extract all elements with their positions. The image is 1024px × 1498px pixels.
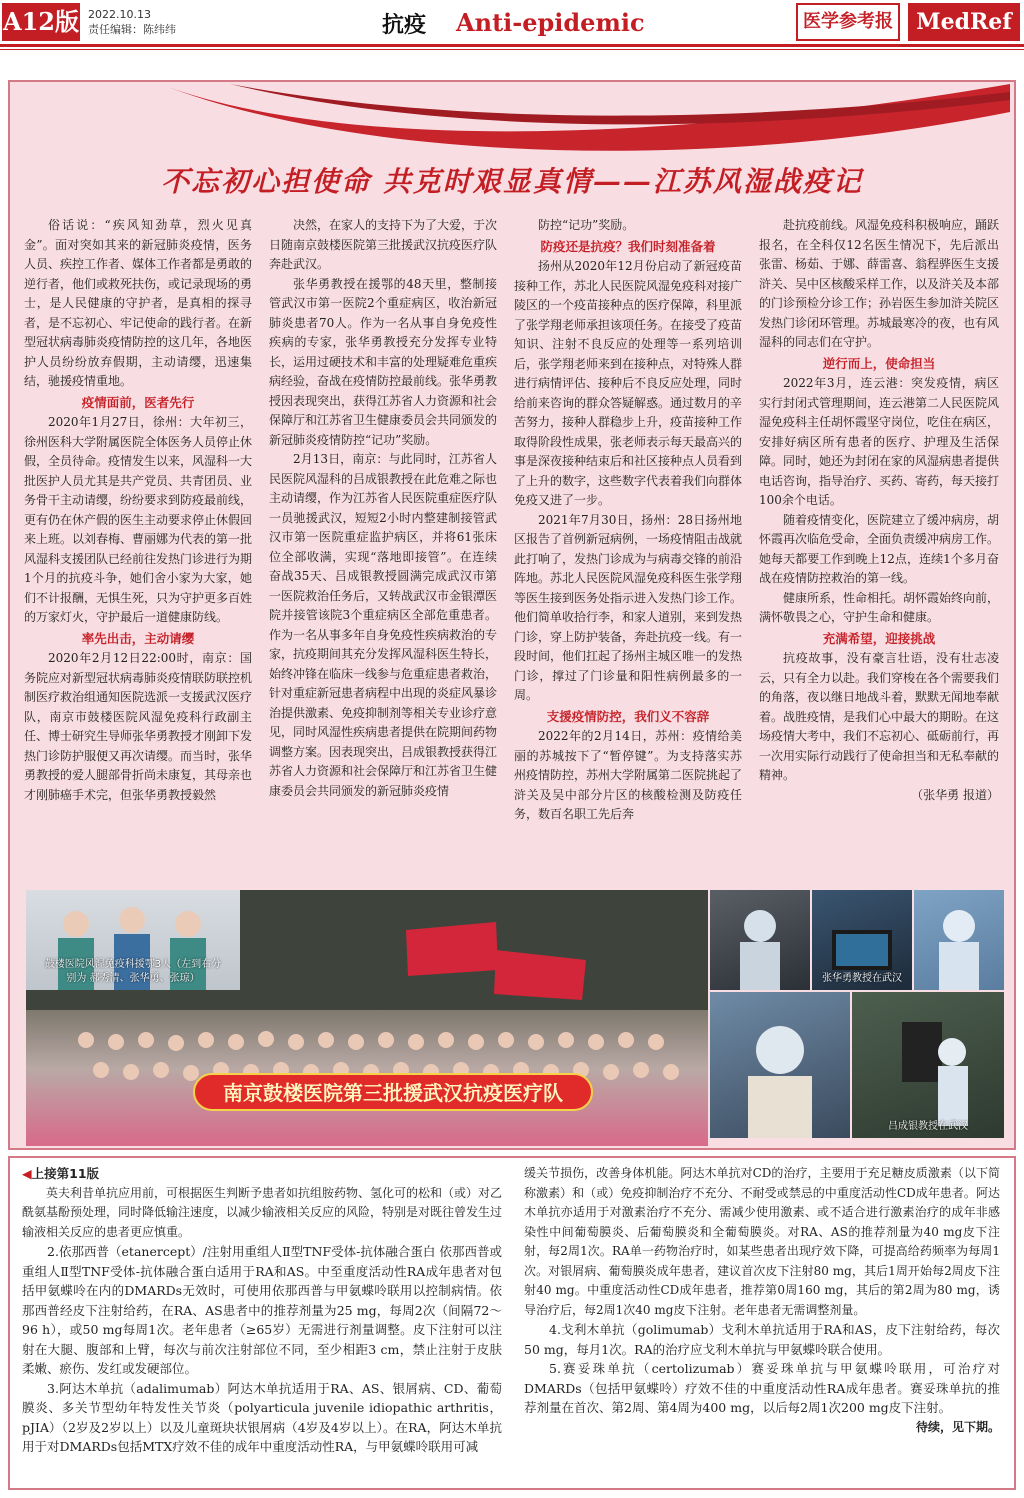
edition-badge: A12版 xyxy=(2,3,80,41)
paper-name-cn: 医学参考报 xyxy=(796,3,900,41)
paragraph: 2022年的2月14日，苏州：疫情给美丽的苏城按下了“暂停键”。为支持落实苏州疫情防控，苏州大学附属第二医院挑起了浒关及吴中部分片区的核酸检测及防疫任务，数百名职工先后奔 xyxy=(514,729,743,821)
continued-right-body xyxy=(524,1164,1000,1437)
paragraph: 2021年7月30日，扬州：28日扬州地区报告了首例新冠病例，一场疫情阻击战就此打响了，发热门诊成为与病毒交锋的前沿阵地。苏北人民医院风湿免疫科医生张学翔等医生接到医务处指示进入发热门诊工作。他们简单收拾行李，和家人道别，来到发热门诊，穿上防护装备，奔赴抗疫一线。有一段时间，他们扛起了扬州主城区唯一的发热门诊，撑过了门诊量和阳性病例最多的一周。 xyxy=(514,512,743,702)
section-heading: 疫情面前，医者先行 xyxy=(81,394,195,410)
section-heading: 充满希望，迎接挑战 xyxy=(822,630,936,646)
byline: （张华勇 报道） xyxy=(911,787,999,802)
paragraph: 2020年1月27日，徐州：大年初三，徐州医科大学附属医院全体医务人员停止休假，全员待命。疫情发生以来，风湿科一大批医护人员尤其是共产党员、共青团员、业务骨干主动请缨，纷纷要求到防疫最前线，更有仍在休产假的医生主动要求停止休假回来上班。以刘春梅、曹丽娜为代表的第一批风湿科支援团队已经前往发热门诊进行为期1个月的抗疫斗争，她们舍小家为大家，她们不计报酬，无惧生死，只为守护更多百姓的万家灯火，守护最后一道健康防线。 xyxy=(24,415,253,624)
doctor-illustration-3 xyxy=(914,890,1004,990)
doctor-photo-3 xyxy=(914,890,1004,990)
issue-date: 2022.10.13 xyxy=(88,8,151,21)
doctor-photo-5 xyxy=(852,992,1004,1138)
continued-left-body xyxy=(22,1184,502,1457)
page-header xyxy=(0,0,1024,46)
section-heading: 率先出击，主动请缨 xyxy=(81,630,195,646)
drug-paragraph: 2.依那西普（etanercept）/注射用重组人Ⅱ型TNF受体-抗体融合蛋白 依那西普或重组人Ⅱ型TNF受体-抗体融合蛋白适用于RA和AS。中至重度活动性RA成年患者对包括甲氨蝶呤在内的DMARDs无效时，可使用依那西普与甲氨蝶呤联用以控制病情。依那西普经皮下注射给药，在RA、AS患者中的推荐剂量为25 mg，每周2次（间隔72～96 h），或50 mg每周1次。老年患者（≥65岁）无需进行剂量调整。皮下注射可以注射在大腿、腹部和上臂，每次与前次注射部位不同，至少相距3 cm，禁止注射于皮肤柔嫩、瘀伤、发红或发硬部位。 xyxy=(22,1244,502,1376)
continued-column-right xyxy=(524,1164,1000,1437)
to-be-continued: 待续，见下期。 xyxy=(915,1419,1000,1434)
article-body xyxy=(24,216,1004,878)
team-banner: 南京鼓楼医院第三批援武汉抗疫医疗队 xyxy=(193,1073,593,1111)
triangle-icon: ◀ xyxy=(22,1166,32,1181)
section-title xyxy=(372,4,768,42)
paragraph: 2022年3月，连云港：突发疫情，病区实行封闭式管理期间，连云港第二人民医院风湿免疫科主任胡怀霞坚守岗位，吃住在病区，安排好病区所有患者的医疗、护理及生活保障。同时，她还为封闭在家的风湿病患者提供电话咨询，指导治疗、买药、寄药，每天接打100余个电话。 xyxy=(759,376,1000,507)
doctor-photo-4 xyxy=(710,992,850,1138)
bottom-right-caption: 吕成银教授在武汉 xyxy=(888,1121,968,1132)
paragraph: 决然，在家人的支持下为了大爱，于次日随南京鼓楼医院第三批援武汉抗疫医疗队奔赴武汉。 xyxy=(269,218,498,271)
article-column-1 xyxy=(24,216,252,805)
trio-photo xyxy=(26,890,240,990)
section-heading: 防疫还是抗疫？我们时刻准备着 xyxy=(540,238,716,254)
drug-paragraph: 5.赛妥珠单抗（certolizumab）赛妥珠单抗与甲氨蝶呤联用，可治疗对DMARDs（包括甲氨蝶呤）疗效不佳的中重度活动性RA成年患者。赛妥珠单抗的推荐剂量在首次、第2周、第4周为400 mg，以后每2周1次200 mg皮下注射。 xyxy=(524,1361,1000,1415)
trio-caption: 鼓楼医院风湿免疫科援鄂3人（左到右分别为 郝秀清、张华勇、张琼） xyxy=(44,959,222,984)
doctor-illustration-5 xyxy=(852,992,1004,1138)
paragraph: 抗疫故事，没有豪言壮语，没有壮志凌云，只有全力以赴。我们穿梭在各个需要我们的角落，夜以继日地战斗着，默默无闻地奉献着。战胜疫情，是我们心中最大的期盼。在这场疫情大考中，我们不忘初心、砥砺前行，再一次用实际行动践行了使命担当和无私奉献的精神。 xyxy=(759,651,1000,782)
paragraph: 张华勇教授在援鄂的48天里，整制接管武汉市第一医院2个重症病区，收治新冠肺炎患者70人。作为一名从事自身免疫性疾病的专家，张华勇教授充分发挥专业特长，运用过硬技术和丰富的处理疑难危重疾病经验，奋战在疫情防控最前线。张华勇教授因表现突出，获得江苏省人力资源和社会保障厅和江苏省卫生健康委员会共同颁发的新冠肺炎疫情防控“记功”奖励。 xyxy=(269,276,498,447)
paragraph: 2月13日，南京：与此同时，江苏省人民医院风湿科的吕成银教授在此危难之际也主动请缨，作为江苏省人民医院重症医疗队一员驰援武汉，短短2小时内整建制接管武汉市第一医院重症监护病区，并将61张床位全部收满，实现“落地即接管”。在连续奋战35天、吕成银教授圆满完成武汉市第一医院救治任务后，又转战武汉市金银潭医院并接管该院3个重症病区全部危重患者。作为一名从事多年自身免疫性疾病救治的专家，抗疫期间其充分发挥风湿科医生特长，始终冲锋在临床一线参与危重症患者救治，针对重症新冠患者病程中出现的炎症风暴诊治提供激素、免疫抑制剂等相关专业诊疗意见，同时风湿性疾病患者提供在院期间药物调整方案。因表现突出，吕成银教授获得江苏省人力资源和社会保障厅和江苏省卫生健康委员会共同颁发的新冠肺炎疫情 xyxy=(269,452,498,798)
doctor-photo-2 xyxy=(812,890,912,990)
drug-paragraph: 3.阿达木单抗（adalimumab）阿达木单抗适用于RA、AS、银屑病、CD、葡萄膜炎、多关节型幼年特发性关节炎（polyarticula juvenile idiopathic arthritis，pJIA）（2岁及2岁以上）以及儿童斑块状银屑病（4岁及4岁以上）。在RA，阿达木单抗用于对DMARDs包括MTX疗效不佳的成年中重度活动性RA，与甲氨蝶呤联用可减 xyxy=(22,1380,502,1454)
paragraph: 英夫利昔单抗应用前，可根据医生判断予患者如抗组胺药物、氢化可的松和（或）对乙酰氨基酚预处理，同时降低输注速度，以减少输液相关反应的风险，特别是对既往曾发生过输液相关反应的患者更应慎重。 xyxy=(22,1185,503,1239)
continued-from xyxy=(22,1164,502,1184)
section-heading: 逆行而上，使命担当 xyxy=(822,355,936,371)
header-rule-thin xyxy=(0,49,1024,50)
paragraph: 赴抗疫前线。风湿免疫科积极响应，踊跃报名，在全科仅12名医生情况下，先后派出张雷、杨茹、于娜、薛雷喜、翁程骅医生支援浒关、吴中区核酸采样工作，以及浒关及本部的门诊预检分诊工作；孙岩医生参加浒关院区发热门诊闭环管理。苏城最寒冷的夜，也有风湿科的同志们在守护。 xyxy=(759,218,1000,349)
doctor-illustration-1 xyxy=(710,890,810,990)
paragraph: 俗话说：“疾风知劲草，烈火见真金”。面对突如其来的新冠肺炎疫情，医务人员、疾控工作者、媒体工作者都是勇敢的逆行者，他们或救死扶伤，或记录现场的勇士，是人民健康的守护者，是真相的探寻者，是不忘初心、牢记使命的践行者。在新型冠状病毒肺炎疫情防控的这几年，各地医护人员纷纷放弃假期，主动请缨，迅速集结，驰援疫情重地。 xyxy=(24,218,253,388)
doctor-photo-1 xyxy=(710,890,810,990)
paragraph: 2020年2月12日22:00时，南京：国务院应对新型冠状病毒肺炎疫情联防联控机制医疗救治组通知医院选派一支援武汉医疗队，南京市鼓楼医院风湿免疫科行政副主任、博士研究生导师张华勇教授才刚卸下发热门诊防护服便又再次请缨。而当时，张华勇教授的爱人腿部骨折尚未康复，其母亲也才刚肺癌手术完，但张华勇教授毅然 xyxy=(24,651,253,802)
paragraph: 防控“记功”奖励。 xyxy=(538,218,635,232)
paragraph: 健康所系，性命相托。胡怀霞始终向前，满怀敬畏之心，守护生命和健康。 xyxy=(759,590,1000,624)
article-title: 不忘初心担使命 共克时艰显真情——江苏风湿战疫记 xyxy=(161,165,863,198)
paragraph: 扬州从2020年12月份启动了新冠疫苗接种工作，苏北人民医院风湿免疫科对接广陵区的一个疫苗接种点的医疗保障，科里派了张学翔老师承担该项任务。在接受了疫苗知识、注射不良反应的处理等一系列培训后，张学翔老师来到在接种点，对特殊人群进行病情评估、接种后不良反应处理，同时给前来咨询的群众答疑解惑。通过数月的辛苦努力，接种人群稳步上升，疫苗接种工作取得阶段性成果，张老师表示每天最高兴的事是深夜接种结束后和社区接种点人员看到了上升的数字，这些数字代表着我们向群体免疫又进了一步。 xyxy=(514,259,743,507)
header-rule xyxy=(0,44,1024,47)
top-right-caption: 张华勇教授在武汉 xyxy=(822,973,902,984)
article-column-4 xyxy=(759,216,999,805)
section-title-cn: 抗疫 xyxy=(382,12,427,38)
article-column-2 xyxy=(269,216,497,801)
paragraph: 随着疫情变化，医院建立了缓冲病房，胡怀霞再次临危受命，全面负责缓冲病房工作。她每天都要工作到晚上12点，连续1个多月奋战在疫情防控救治的第一线。 xyxy=(759,512,1000,585)
section-heading: 支援疫情防控，我们义不容辞 xyxy=(546,708,710,724)
paragraph: 缓关节损伤，改善身体机能。阿达木单抗对CD的治疗，主要用于充足糖皮质激素（以下简称激素）和（或）免疫抑制治疗不充分、不耐受或禁忌的中重度活动性CD成年患者。阿达木单抗亦适用于对激素治疗不充分、需减少使用激素、或不适合进行激素治疗的成年非感染性中间葡萄膜炎、后葡萄膜炎和全葡萄膜炎。对RA、AS的推荐剂量为40 mg皮下注射，每2周1次。RA单一药物治疗时，如某些患者出现疗效下降，可提高给药频率为每周1次。对银屑病、葡萄膜炎成年患者，建议首次皮下注射80 mg，其后1周开始每2周皮下注射40 mg。中重度活动性CD成年患者，推荐第0周160 mg，其后的第2周为80 mg，诱导治疗后，每2周1次40 mg皮下注射。老年患者无需调整剂量。 xyxy=(524,1166,1000,1317)
doctor-illustration-4 xyxy=(710,992,850,1138)
continued-column-left xyxy=(22,1164,502,1457)
continued-from-label: 上接第11版 xyxy=(31,1166,100,1181)
issue-info xyxy=(88,7,176,37)
paper-name-en: MedRef xyxy=(908,3,1020,41)
section-title-en: Anti-epidemic xyxy=(456,8,645,37)
issue-editor: 责任编辑：陈纬纬 xyxy=(88,23,176,36)
drug-paragraph: 4.戈利木单抗（golimumab）戈利木单抗适用于RA和AS，皮下注射给药，每次50 mg，每月1次。RA的治疗应戈利木单抗与甲氨蝶呤联合使用。 xyxy=(524,1322,1000,1357)
article-column-3 xyxy=(514,216,742,825)
